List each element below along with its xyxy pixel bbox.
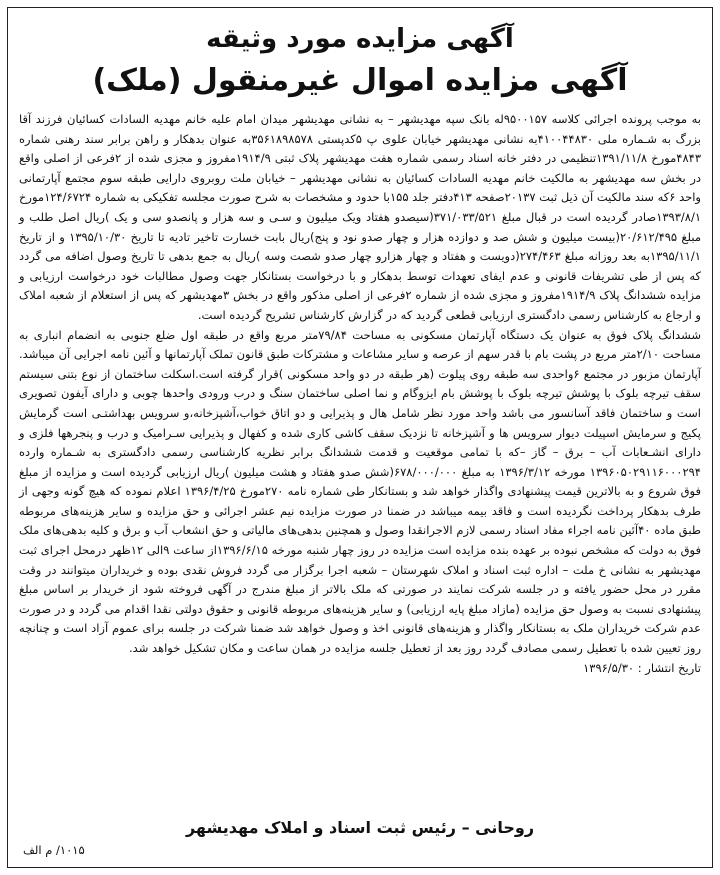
notice-title-primary: آگهی مزایده مورد وثیقه — [206, 24, 514, 54]
notice-footer — [19, 815, 701, 859]
notice-body — [19, 110, 701, 678]
notice-header — [19, 20, 701, 104]
publication-date: تاریخ انتشار : ۱۳۹۶/۵/۳۰ — [583, 660, 701, 675]
signature-line: روحانی – رئیس ثبت اسناد و املاک مهدیشهر — [185, 818, 535, 837]
reference-code: ۱۰۱۵/ م الف — [23, 843, 85, 857]
notice-title-secondary: آگهی مزایده اموال غیرمنقول (ملک) — [92, 63, 628, 98]
notice-paragraph-property-auction: ششدانگ پلاک فوق به عنوان یک دستگاه آپارتمان مسکونی به مساحت ۷۹/۸۴متر مربع واقع در طبقه اول ضلع جنوبی به انضمام انباری به مساحت ۲/۱۰متر مربع در پشت بام با قدر سهم از عرصه و سایر مشاعات و مشترکات طبق قانون تملک آپارتمانها و آئین نامه اجرایی آن میباشد. آپارتمان مزبور در مجتمع ۶واحدی سه طبقه روی پیلوت (هر طبقه در دو واحد مسکونی )قرار گرفته است.اسکلت ساختمان از نوع بتنی سیستم سقف تیرچه بلوک با پوشش تیرچه بلوک با پوشش بام ایزوگام و نما اصلی ساختمان سنگ و درب ورودی واحدها چوبی و دارای آیفون تصویری است و ساختمان فاقد آسانسور می باشد واحد مورد نظر شامل هال و پذیرایی و دو اتاق خواب،آشپزخانه،و سرویس بهداشتـی است گرمایش پکیج و سرمایش اسپیلت دیوار سرویس ها و آشپزخانه تا نزدیک سقف کاشی کاری شده و کفهال و پذیرایی سـرامیک و درب و پنجرهها فلزی و دارای انشـعابات آب – برق – گاز –که با تمامی موقعیت و قدمت ششدانگ برابر نظریه کارشناسی رسمی دادگستری به شـماره وارده ۱۳۹۶۰۵۰۲۹۱۱۶۰۰۰۲۹۴ مورخه ۱۳۹۶/۳/۱۲ به مبلغ ۶۷۸/۰۰۰/۰۰۰(شش صدو هفتاد و هشت میلیون )ریال ارزیابی گردیده است و مزایده از مبلغ فوق شروع و به بالاترین قیمت پیشنهادی واگذار خواهد شد و بستانکار طی شماره نامه ۲۷۰مورخ ۱۳۹۶/۴/۲۵ اعلام نموده که هیچ گونه وجهی از طرف بدهکار پرداخت نگردیده است و فاقد بیمه میباشد در ضمنا در صورت مزایده نیم عشر اجرائی و حق مزایده و سایر هزینه‌های مربوطه طبق ماده ۴۰آئین نامه اجراء مفاد اسناد رسمی لازم الاجرانقدا وصول و همچنین بدهی‌های مالیاتی و حق انشعاب آب و برق و کلیه بدهی‌های ملک فوق به دولت که مشخص نبوده بر عهده بنده مزایده است مزایده در روز چهار شنبه مورخه ۱۳۹۶/۶/۱۵از ساعت ۹الی ۱۲ظهر درمحل اجرای ثبت مهدیشهر به نشانی خ ملت – اداره ثبت اسناد و املاک شهرستان – شعبه اجرا برگزار می گردد فروش نقدی بوده و خریداران میتوانند در وقت مقرر در محل حضور یافته و در جلسه شرکت نمایند در صورتی که ملک بالاتر از مبلغ مندرج در آگهی فروخته شود از خریدار بر اساس مبلغ پیشنهادی نسبت به وصول حق مزایده (مازاد مبلغ پایه ارزیابی) و سایر هزینه‌های مربوطه قانونی و حقوق دولتی نقدا اقدام می گردد و در صورت عدم شرکت خریداران ملک به بستانکار واگذار و هزینه‌های قانونی اخذ و وصول خواهد شد ضمنا شرکت در جلسه برای عموم آزاد است و چنانچه روز تعیین شده با تعطیل رسمی مصادف گردد روز بعد از تعطیل جلسه مزایده در همان ساعت و مکان تشکیل خواهد شد. — [19, 327, 702, 656]
notice-paragraph-case-details: به موجب پرونده اجرائی کلاسه ۹۵۰۰۱۵۷له بانک سپه مهدیشهر – به نشانی مهدیشهر میدان امام علیه خانم مهدیه السادات کسائیان فرزند آقا بزرگ به شـماره ملی ۴۱۰۰۴۴۸۳۰به نشانی مهدیشهر خیابان علوی پ ۵کدپستی ۳۵۶۱۸۹۸۵۷۸به عنوان بدهکار و راهن برابر سند رهنی شماره ۴۸۴۳مورخ ۱۳۹۱/۱۱/۸تنظیمی در دفتر خانه اسناد رسمی شماره هفت مهدیشهر پلاک ثبتی ۱۹۱۴/۹مفروز و مجزی شده از ۲فرعی از اصلی واقع در بخش سه مهدیشهر به مالکیت خانم مهدیه السادات کسائیان به نشانی مهدیشهر – خیابان ملت روبروی دارایی طبقه سوم مجتمع آپارتمانی واحد ۶که سند مالکیت آن ذیل ثبت ۲۰۱۳۷صفحه ۴۱۳دفتر جلد ۱۵۵با حدود و مشخصات به شرح صورت مجلسه تفکیکی به شماره ۱۲۴/۶۷۲۴مورخ ۱۳۹۳/۸/۱صادر گردیده است در قبال مبلغ ۳۷۱/۰۳۳/۵۲۱(سیصدو هفتاد ویک میلیون و سـی و سه هزار و پانصدو سی و یک )ریال اصل طلب و مبلغ ۲۰/۶۱۲/۴۹۵(بیست میلیون و شش صد و دوازده هزار و چهار صدو نود و پنج)ریال بابت خسارت تاخیر تادیه تا تاریخ ۱۳۹۵/۱۰/۳۰ و از تاریخ ۱۳۹۵/۱۱/۱به بعد روزانه مبلغ ۲۷۴/۴۶۳(دویست و هفتاد و چهار هزارو چهار صدو شصت وسه )ریال به جمع بدهی تا تاریخ وصول اضافه می گردد که پس از طی تشریفات قانونی و عدم ایفای تعهدات توسط بدهکار و با درخواست بستانکار جهت وصول مطالبات خود درخواست ارزیابی و مزایده ششدانگ پلاک ۱۹۱۴/۹مفروز و مجزی شده از شماره ۲فرعی از اصلی مذکور واقع در بخش ۳مهدیشهر که پس از استعلام از شعبه املاک و ارجاع به کارشناس رسمی دادگستری ارزیابی قطعی گردید که در گزارش کارشناس تشریح گردیده است. — [19, 112, 702, 322]
notice-frame — [7, 7, 713, 868]
